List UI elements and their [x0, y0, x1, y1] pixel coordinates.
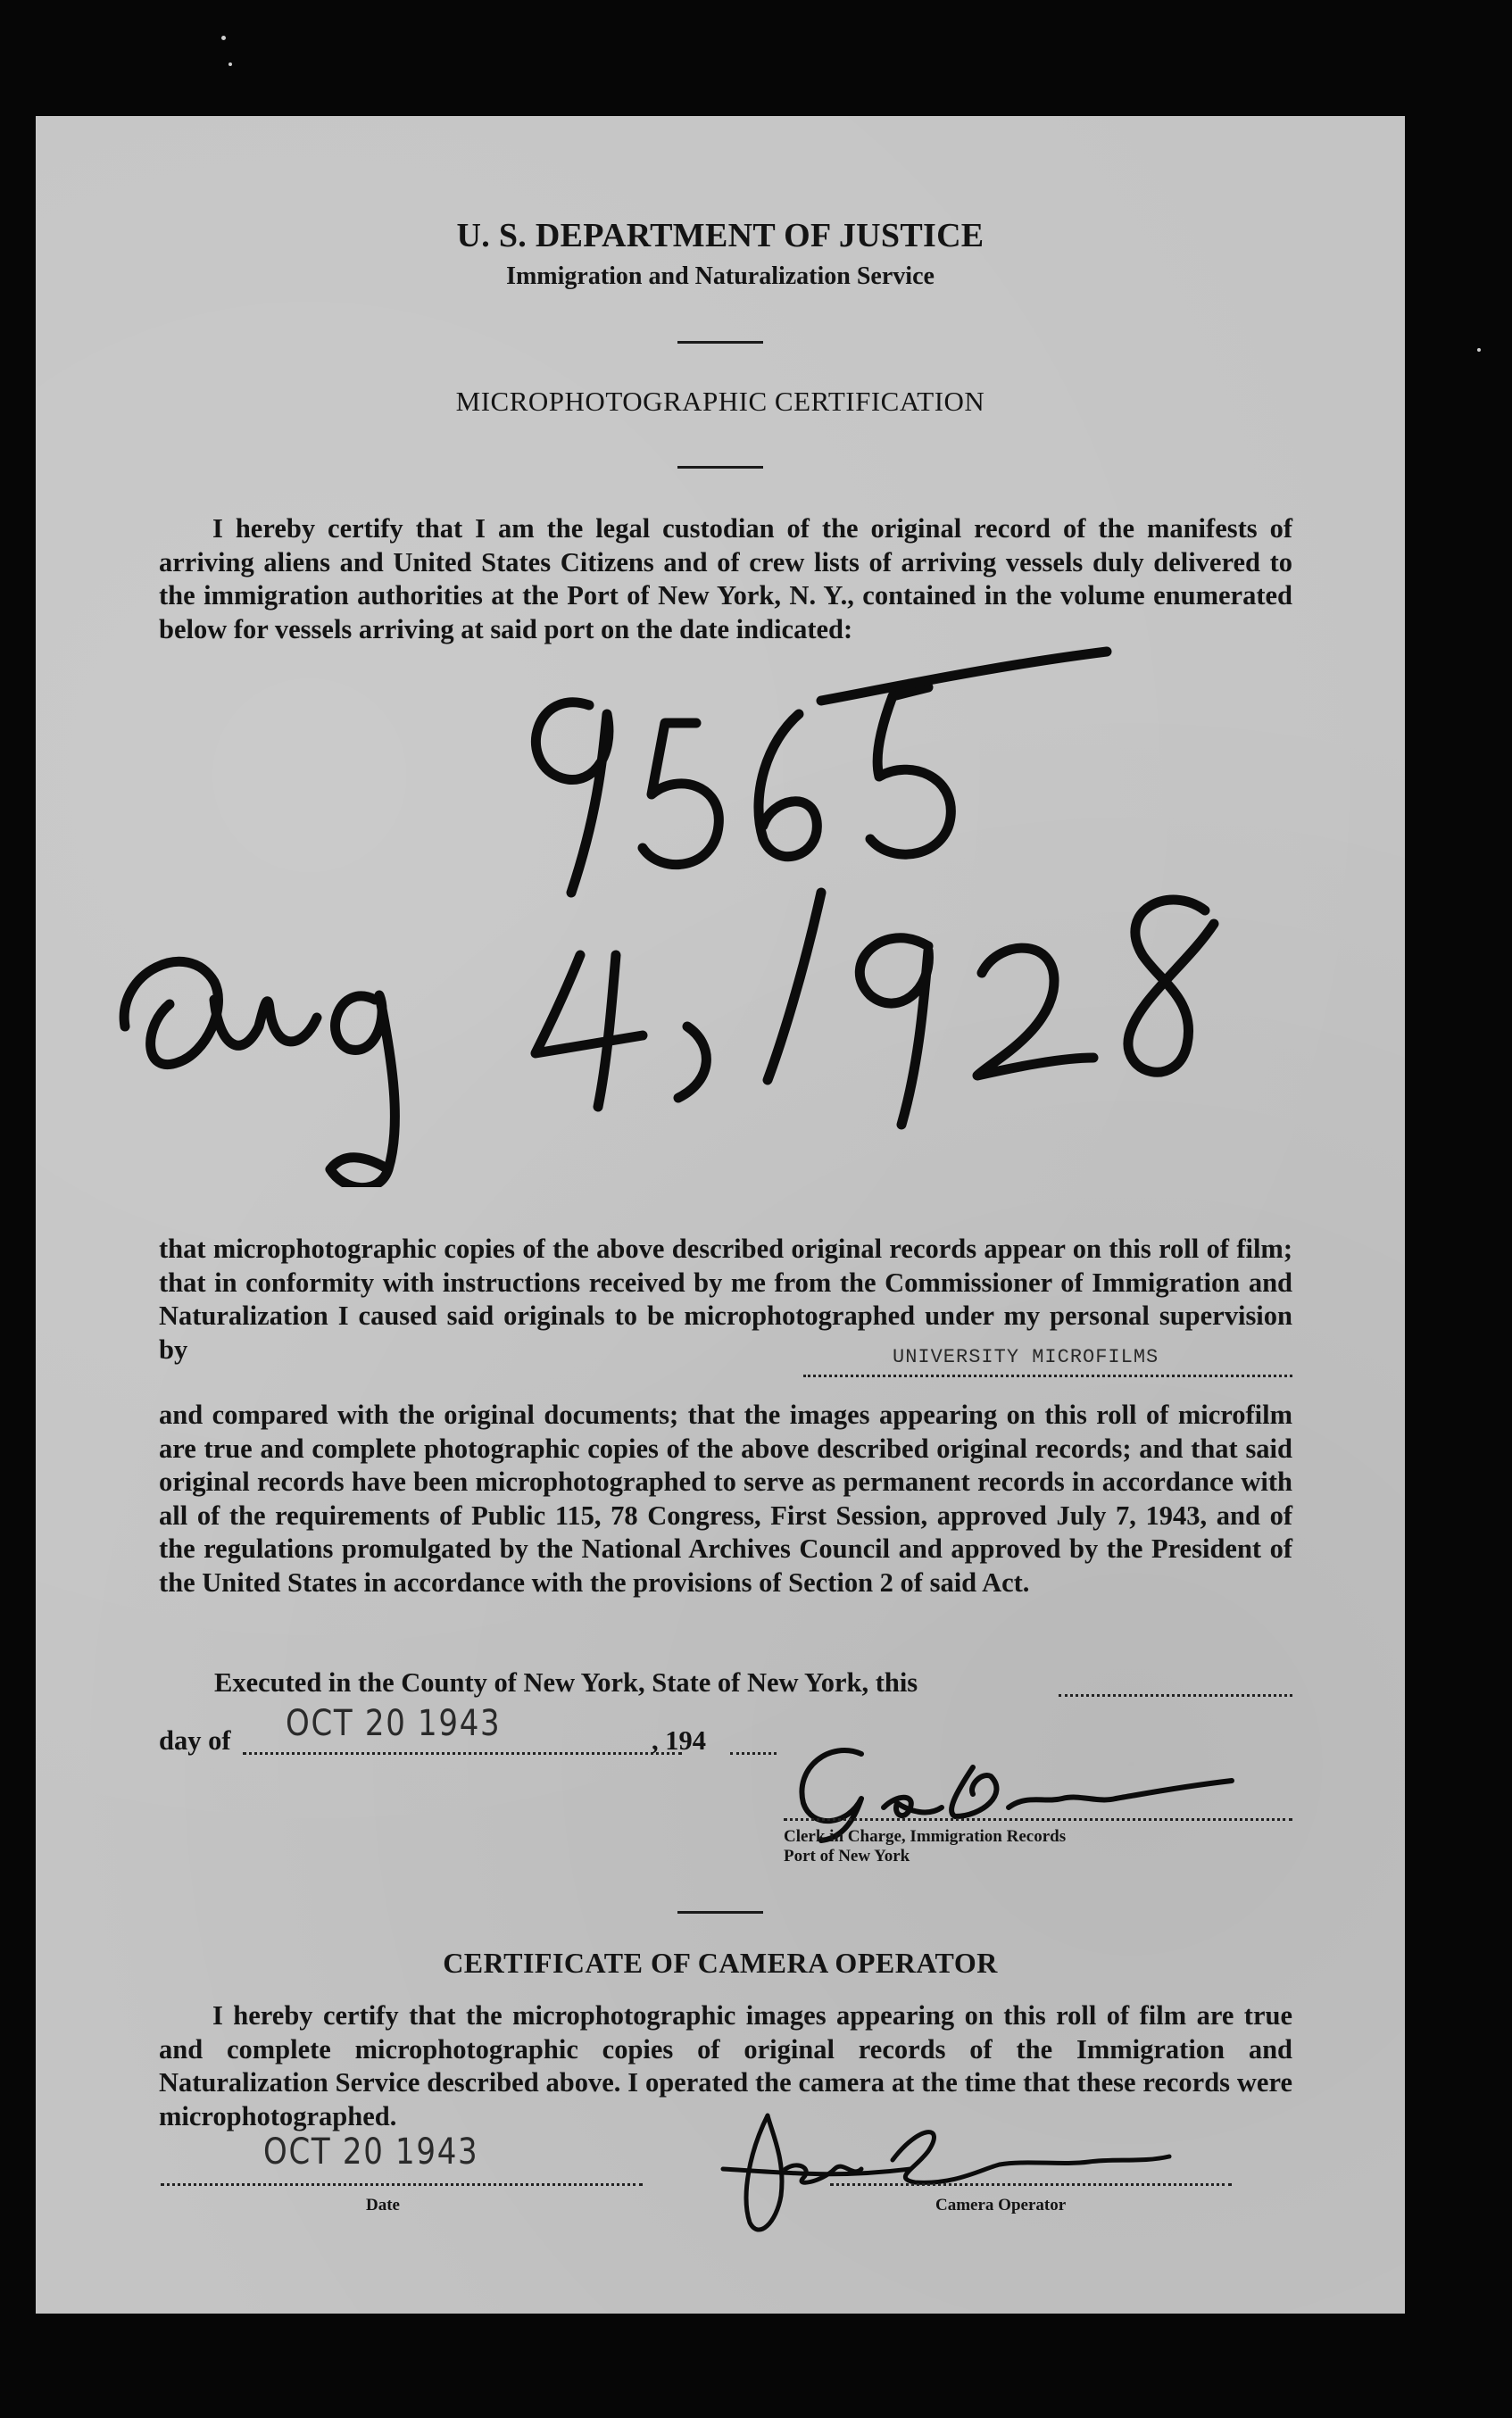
intro-paragraph: I hereby certify that I am the legal custodian of the original record of the manifests of arriving aliens and United States Citizens and of crew lists of arriving vessels duly delivered to the immigration authorities at the Port of New York, N. Y., contained in the volume enumerated below for vessels arriving at said port on the date indicated: [159, 513, 1292, 644]
day-of-dotted-line [243, 1752, 682, 1755]
day-of-label: day of [159, 1725, 231, 1756]
stamped-date-day: OCT 20 1943 [286, 1703, 502, 1744]
handwritten-volume-date [36, 116, 1405, 1187]
executed-dotted-line [1059, 1694, 1292, 1697]
camera-certificate-title: CERTIFICATE OF CAMERA OPERATOR [443, 1947, 998, 1979]
year-prefix: , 194 [652, 1725, 706, 1756]
camera-operator-label: Camera Operator [935, 2196, 1067, 2214]
scan-speck [1477, 348, 1481, 352]
supervisor-dotted-line [803, 1375, 1292, 1377]
divider [677, 1911, 763, 1914]
scan-speck [228, 62, 232, 66]
year-dotted-line [730, 1752, 777, 1755]
body-paragraph-part2: and compared with the original documents; that the images appearing on this roll of microfilm are true and complete photographic copies of the above described original records; and that said original records have been microphotographed to serve as permanent records in accordance with all of the requirements of Public 115, 78 Congress, First Session, approved July 7, 1943, and of the regulations promulgated by the National Archives Council and approved by the President of the United States in accordance with the provisions of Section 2 of said Act. [159, 1400, 1292, 1598]
clerk-port: Port of New York [784, 1847, 910, 1865]
microfilm-company-stamp: UNIVERSITY MICROFILMS [893, 1346, 1159, 1368]
clerk-title: Clerk in Charge, Immigration Records [784, 1827, 1067, 1846]
body-paragraph-part1: that microphotographic copies of the above described original records appear on this roll of film; that in conformity with instructions received by me from the Commissioner of Immigration and Naturalization I caused said originals to be microphotographed under my personal supervision by [159, 1234, 1292, 1365]
date-label: Date [366, 2196, 400, 2214]
stamped-date-operator: OCT 20 1943 [263, 2131, 479, 2173]
service-subheading: Immigration and Naturalization Service [506, 262, 935, 290]
scan-speck [221, 36, 226, 40]
certificate-page [36, 116, 1405, 2314]
executed-line: Executed in the County of New York, State of New York, this [214, 1667, 918, 1698]
operator-dotted-line [830, 2183, 1232, 2186]
camera-certificate-text: I hereby certify that the microphotographic images appearing on this roll of film are true and complete microphotographic copies of original records of the Immigration and Naturalization Service described above. I operated the camera at the time that these records were microphotographed. [159, 2000, 1292, 2131]
clerk-signature-line [784, 1818, 1292, 1821]
date-dotted-line [161, 2183, 643, 2186]
certification-title: MICROPHOTOGRAPHIC CERTIFICATION [455, 386, 985, 417]
department-heading: U. S. DEPARTMENT OF JUSTICE [456, 217, 984, 254]
